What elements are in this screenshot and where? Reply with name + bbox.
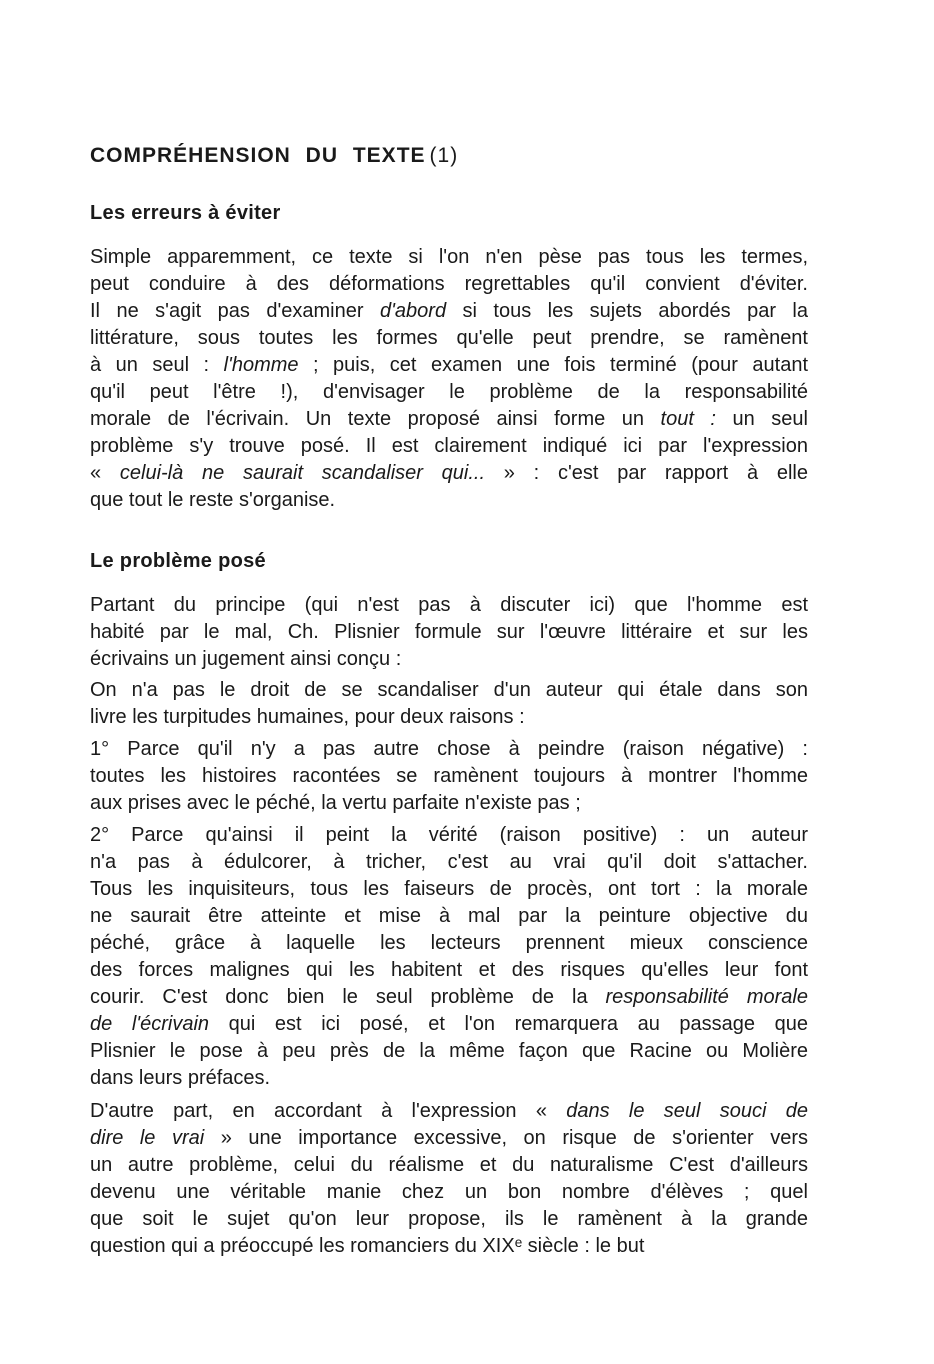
text-line bbox=[90, 957, 808, 984]
text-run: à un seul : bbox=[90, 354, 224, 376]
text-run: On n'a pas le droit de se scandaliser d'un auteur qui étale dans son bbox=[90, 679, 808, 701]
italic-text: celui-là ne saurait scandaliser qui... bbox=[119, 462, 486, 484]
text-line bbox=[90, 619, 808, 646]
text-line bbox=[90, 903, 808, 930]
text-run: si tous les sujets abordés par la bbox=[446, 300, 808, 322]
text-run: question qui a préoccupé les romanciers du XIXᵉ siècle : le but bbox=[90, 1235, 645, 1257]
text-run: que tout le reste s'organise. bbox=[90, 489, 336, 511]
text-run: que soit le sujet qu'on leur propose, ils le ramènent à la grande bbox=[90, 1208, 808, 1230]
text-run: « bbox=[90, 462, 120, 484]
text-run: peut conduire à des déformations regrettables qu'il convient d'éviter. bbox=[90, 273, 808, 295]
text-line bbox=[90, 1011, 808, 1038]
section-heading-probleme: Le problème posé bbox=[90, 550, 266, 572]
text-line bbox=[90, 1206, 808, 1233]
text-line bbox=[90, 433, 808, 460]
text-line bbox=[90, 763, 808, 790]
title-text: COMPRÉHENSION DU TEXTE bbox=[90, 144, 426, 167]
text-line bbox=[90, 822, 808, 849]
text-line bbox=[90, 487, 808, 514]
text-line bbox=[90, 1152, 808, 1179]
section-heading-erreurs: Les erreurs à éviter bbox=[90, 202, 281, 224]
text-line bbox=[90, 244, 808, 271]
paragraph-erreurs-1 bbox=[90, 244, 808, 514]
text-run: devenu une véritable manie chez un bon nombre d'élèves ; quel bbox=[90, 1181, 808, 1203]
text-run: ; puis, cet examen une fois terminé (pour autant bbox=[298, 354, 808, 376]
text-line bbox=[90, 352, 808, 379]
text-run: courir. C'est donc bien le seul problème de la bbox=[90, 986, 606, 1008]
text-run: habité par le mal, Ch. Plisnier formule sur l'œuvre littéraire et sur les bbox=[90, 621, 808, 643]
text-run: Simple apparemment, ce texte si l'on n'en pèse pas tous les termes, bbox=[90, 246, 808, 268]
paragraph-probleme-4 bbox=[90, 822, 808, 1092]
text-run: Tous les inquisiteurs, tous les faiseurs de procès, ont tort : la morale bbox=[90, 878, 808, 900]
text-line bbox=[90, 271, 808, 298]
text-line bbox=[90, 790, 808, 817]
text-run: qui est ici posé, et l'on remarquera au passage que bbox=[209, 1013, 808, 1035]
text-line bbox=[90, 930, 808, 957]
text-run: 1° Parce qu'il n'y a pas autre chose à peindre (raison négative) : bbox=[90, 738, 808, 760]
text-line bbox=[90, 984, 808, 1011]
text-run: un autre problème, celui du réalisme et du naturalisme C'est d'ailleurs bbox=[90, 1154, 808, 1176]
text-run: livre les turpitudes humaines, pour deux raisons : bbox=[90, 706, 525, 728]
italic-text: responsabilité morale bbox=[605, 986, 808, 1008]
text-line bbox=[90, 1233, 808, 1260]
text-run: morale de l'écrivain. Un texte proposé ainsi forme un bbox=[90, 408, 661, 430]
text-run: littérature, sous toutes les formes qu'elle peut prendre, se ramènent bbox=[90, 327, 808, 349]
text-run: écrivains un jugement ainsi conçu : bbox=[90, 648, 402, 670]
text-run: » : c'est par rapport à elle bbox=[485, 462, 808, 484]
italic-text: de l'écrivain bbox=[90, 1013, 210, 1035]
paragraph-probleme-1 bbox=[90, 592, 808, 673]
text-run: D'autre part, en accordant à l'expression « bbox=[90, 1100, 567, 1122]
text-line bbox=[90, 325, 808, 352]
text-line bbox=[90, 1098, 808, 1125]
text-run: Il ne s'agit pas d'examiner bbox=[90, 300, 380, 322]
italic-text: d'abord bbox=[379, 300, 447, 322]
title-number: (1) bbox=[429, 144, 459, 167]
text-line bbox=[90, 406, 808, 433]
text-run: ne saurait être atteinte et mise à mal par la peinture objective du bbox=[90, 905, 808, 927]
text-run: Plisnier le pose à peu près de la même façon que Racine ou Molière bbox=[90, 1040, 808, 1062]
text-line bbox=[90, 736, 808, 763]
text-line bbox=[90, 460, 808, 487]
text-line bbox=[90, 379, 808, 406]
text-line bbox=[90, 704, 808, 731]
text-run: des forces malignes qui les habitent et des risques qu'elles leur font bbox=[90, 959, 808, 981]
text-line bbox=[90, 592, 808, 619]
italic-text: tout : bbox=[660, 408, 716, 430]
text-run: dans leurs préfaces. bbox=[90, 1067, 271, 1089]
paragraph-probleme-3 bbox=[90, 736, 808, 817]
text-run: problème s'y trouve posé. Il est clairement indiqué ici par l'expression bbox=[90, 435, 808, 457]
text-run: n'a pas à édulcorer, à tricher, c'est au vrai qu'il doit s'attacher. bbox=[90, 851, 808, 873]
text-line bbox=[90, 677, 808, 704]
text-run: qu'il peut l'être !), d'envisager le problème de la responsabilité bbox=[90, 381, 808, 403]
text-line bbox=[90, 876, 808, 903]
italic-text: l'homme bbox=[223, 354, 299, 376]
text-line bbox=[90, 646, 808, 673]
italic-text: dire le vrai bbox=[90, 1127, 205, 1149]
text-line bbox=[90, 849, 808, 876]
text-line bbox=[90, 1065, 808, 1092]
italic-text: dans le seul souci de bbox=[566, 1100, 808, 1122]
page-title bbox=[90, 144, 808, 168]
text-line bbox=[90, 298, 808, 325]
text-line bbox=[90, 1179, 808, 1206]
text-run: un seul bbox=[716, 408, 808, 430]
text-line bbox=[90, 1125, 808, 1152]
text-run: Partant du principe (qui n'est pas à discuter ici) que l'homme est bbox=[90, 594, 808, 616]
text-run: péché, grâce à laquelle les lecteurs prennent mieux conscience bbox=[90, 932, 808, 954]
paragraph-probleme-5 bbox=[90, 1098, 808, 1260]
text-run: aux prises avec le péché, la vertu parfaite n'existe pas ; bbox=[90, 792, 581, 814]
text-line bbox=[90, 1038, 808, 1065]
paragraph-probleme-2 bbox=[90, 677, 808, 731]
text-run: toutes les histoires racontées se ramènent toujours à montrer l'homme bbox=[90, 765, 808, 787]
text-run: 2° Parce qu'ainsi il peint la vérité (raison positive) : un auteur bbox=[90, 824, 808, 846]
text-run: » une importance excessive, on risque de s'orienter vers bbox=[204, 1127, 808, 1149]
